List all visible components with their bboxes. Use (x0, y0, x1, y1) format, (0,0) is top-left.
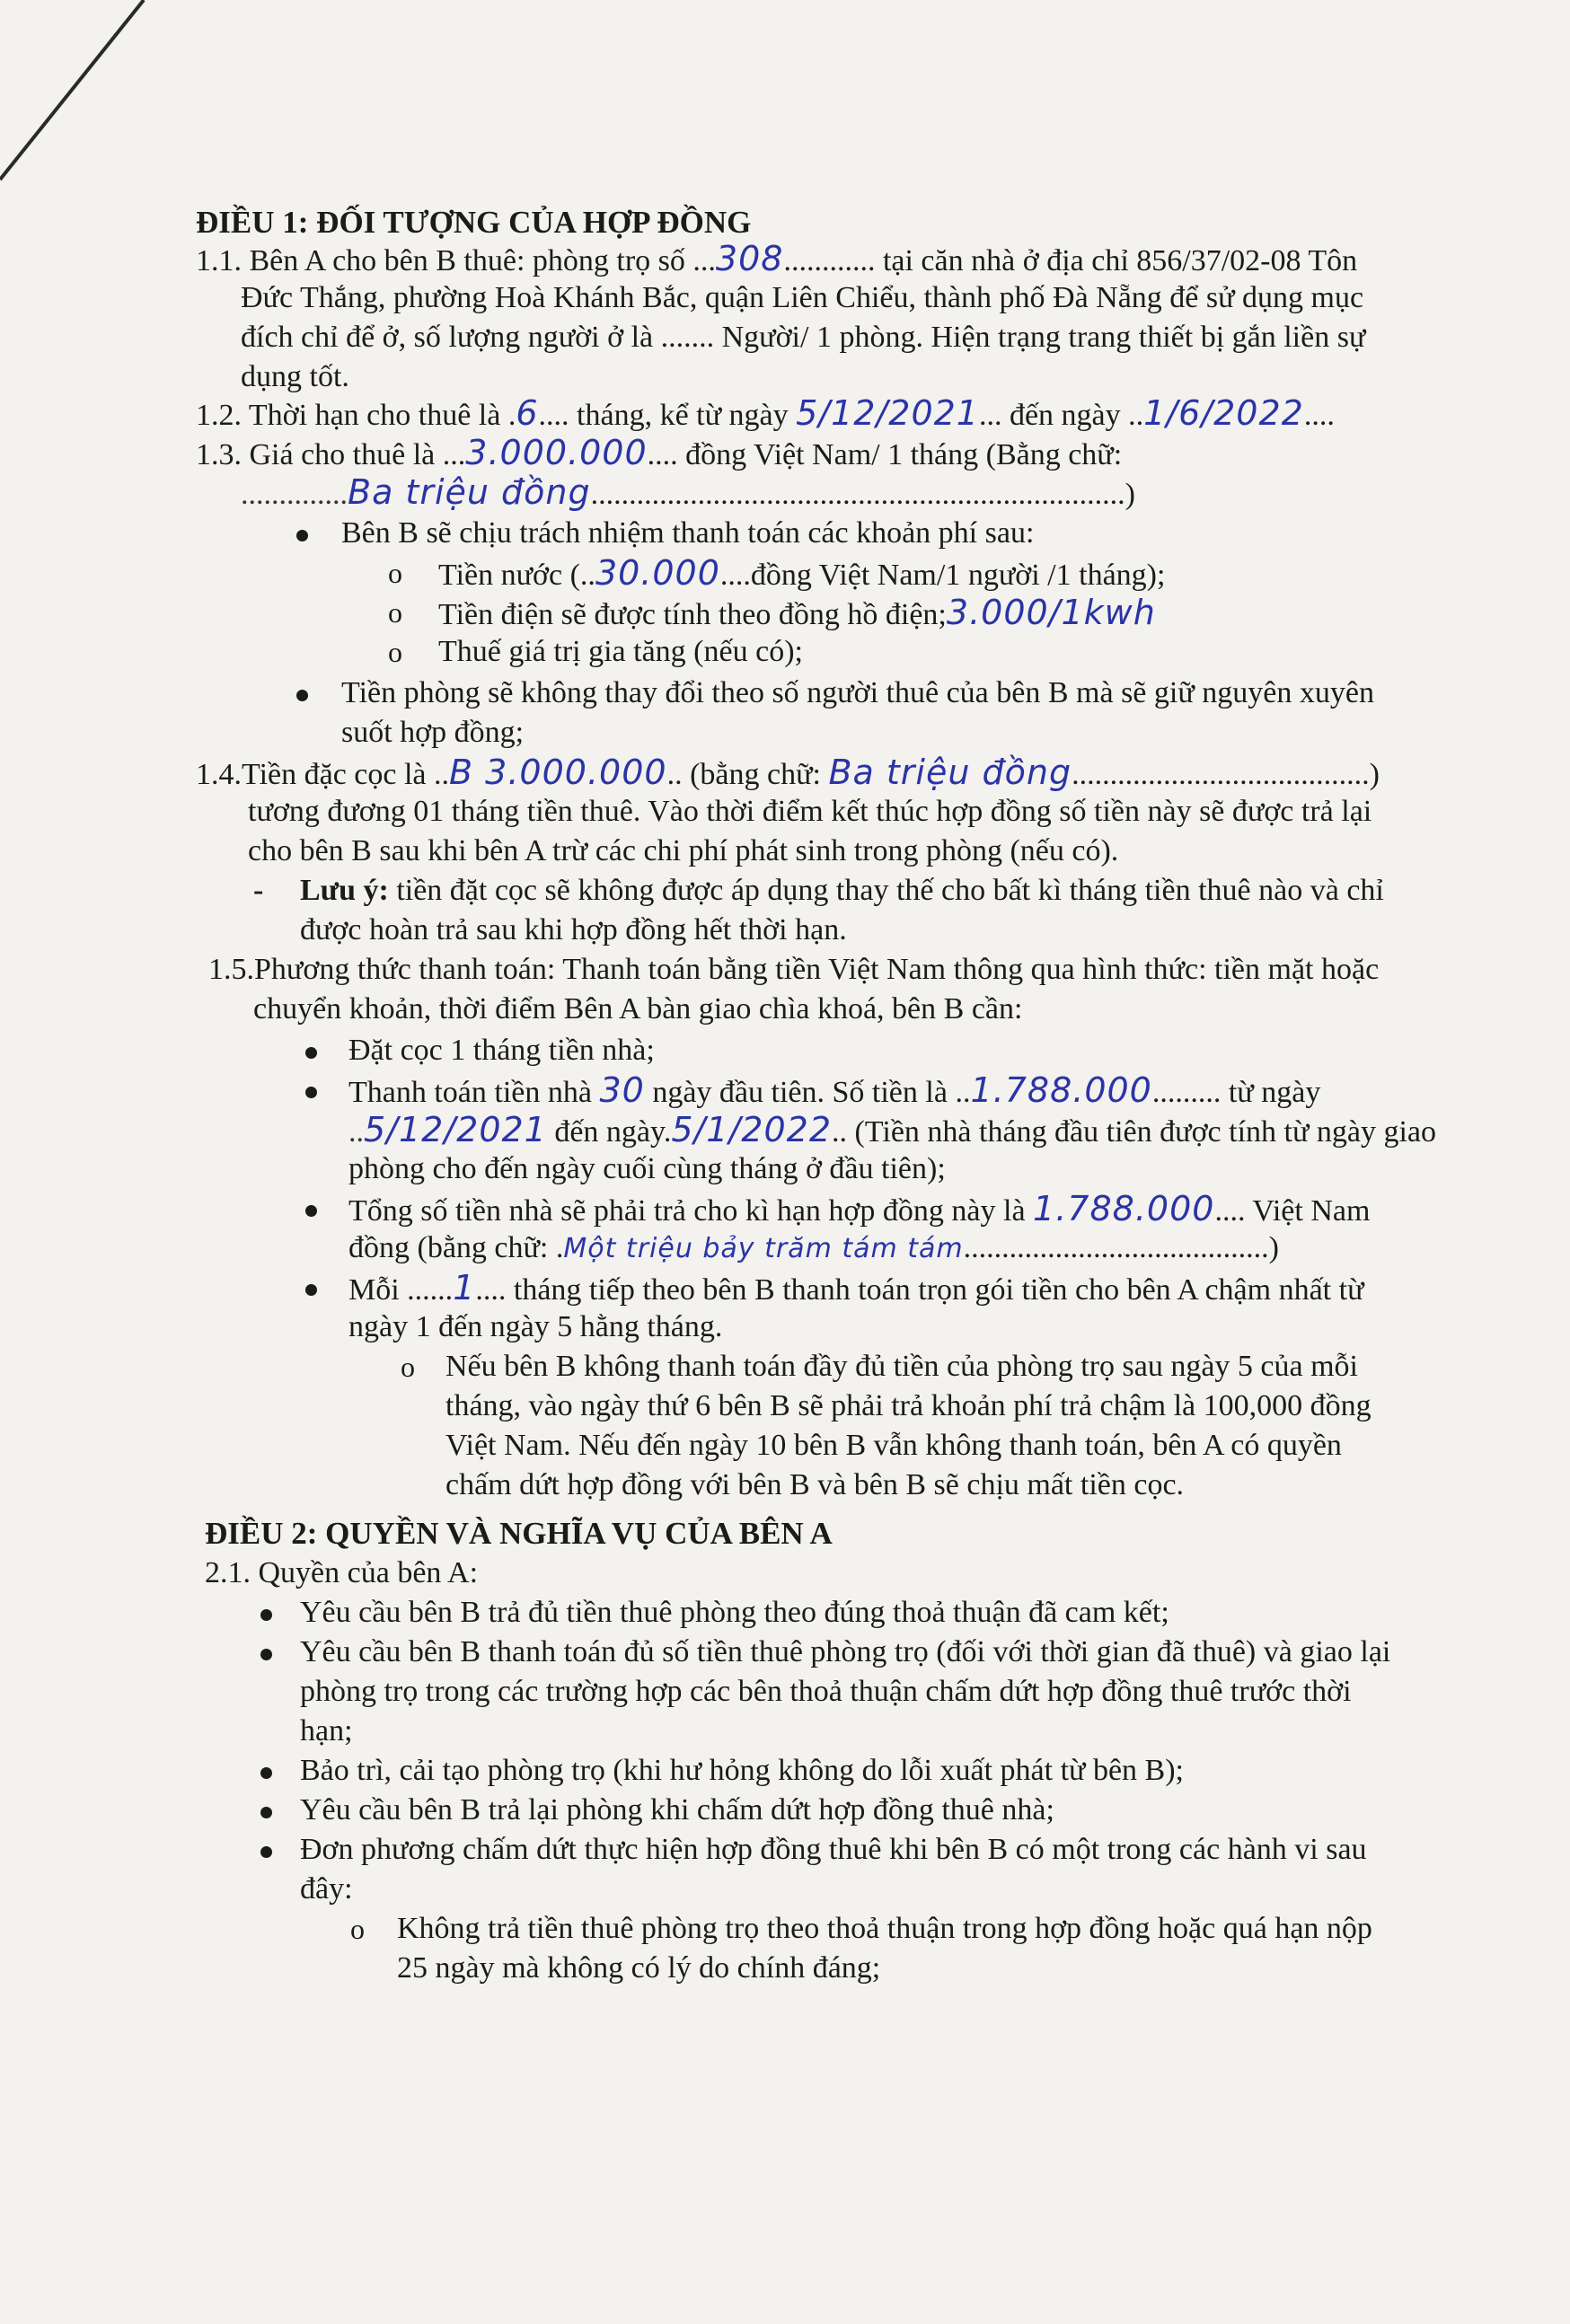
payment-deposit: Đặt cọc 1 tháng tiền nhà; (348, 1034, 655, 1067)
sub-bullet: o (388, 636, 402, 668)
termination-reason-line-1: Không trả tiền thuê phòng trọ theo thoả thuận trong hợp đồng hoặc quá hạn nộp (397, 1912, 1372, 1945)
clause-1-4-line-3: cho bên B sau khi bên A trừ các chi phí phát sinh trong phòng (nếu có). (248, 834, 1119, 867)
handwritten-months: 6 (516, 393, 539, 433)
right-4: Yêu cầu bên B trả lại phòng khi chấm dứt hợp đồng thuê nhà; (300, 1793, 1054, 1827)
sub-bullet: o (388, 557, 402, 589)
termination-reason-line-2: 25 ngày mà không có lý do chính đáng; (397, 1951, 881, 1985)
clause-1-3-line-1: 1.3. Giá cho thuê là ...3.000.000.... đồng Việt Nam/ 1 tháng (Bằng chữ: (196, 433, 1123, 472)
handwritten-total-amount: 1.788.000 (1033, 1189, 1215, 1228)
right-5-line-2: đây: (300, 1872, 353, 1906)
total-payment-line-2: đồng (bằng chữ: .Một triệu bảy trăm tám tám........................................) (348, 1231, 1279, 1264)
rent-unchanged-line-1: Tiền phòng sẽ không thay đổi theo số người thuê của bên B mà sẽ giữ nguyên xuyên (341, 676, 1374, 709)
sub-bullet: o (401, 1351, 415, 1383)
bullet (260, 1846, 272, 1858)
vat-fee: Thuế giá trị gia tăng (nếu có); (438, 635, 803, 668)
dash-bullet: - (253, 874, 264, 907)
deposit-note-line-1: Lưu ý: tiền đặt cọc sẽ không được áp dụng thay thế cho bất kì tháng tiền thuê nào và chỉ (300, 874, 1384, 907)
handwritten-month-count: 1 (453, 1268, 476, 1307)
handwritten-room-number: 308 (715, 239, 784, 278)
water-fee: Tiền nước (..30.000....đồng Việt Nam/1 người /1 tháng); (438, 553, 1166, 593)
handwritten-total-words: Một triệu bảy trăm tám tám (563, 1233, 964, 1264)
electricity-fee: Tiền điện sẽ được tính theo đồng hồ điện;3.000/1kwh (438, 593, 1156, 632)
clause-1-2: 1.2. Thời hạn cho thuê là .6.... tháng, kể từ ngày 5/12/2021... đến ngày ..1/6/2022.... (196, 393, 1335, 433)
clause-1-4-line-2: tương đương 01 tháng tiền thuê. Vào thời điểm kết thúc hợp đồng số tiền này sẽ được trả lại (248, 795, 1372, 828)
clause-2-1: 2.1. Quyền của bên A: (205, 1556, 479, 1589)
article-2-title: ĐIỀU 2: QUYỀN VÀ NGHĨA VỤ CỦA BÊN A (205, 1516, 833, 1551)
monthly-payment-line-2: ngày 1 đến ngày 5 hằng tháng. (348, 1310, 723, 1343)
clause-1-1-line-2: Đức Thắng, phường Hoà Khánh Bắc, quận Liên Chiểu, thành phố Đà Nẵng để sử dụng mục (241, 281, 1364, 314)
first-payment-line-3: phòng cho đến ngày cuối cùng tháng ở đầu tiên); (348, 1152, 946, 1185)
handwritten-first-days: 30 (599, 1070, 645, 1110)
clause-1-3-line-2: ..............Ba triệu đồng......................................................................) (241, 472, 1135, 512)
clause-1-5-line-2: chuyển khoản, thời điểm Bên A bàn giao chìa khoá, bên B cần: (253, 992, 1023, 1026)
handwritten-rent-words: Ba triệu đồng (348, 472, 591, 512)
deposit-note-line-2: được hoàn trả sau khi hợp đồng hết thời hạn. (300, 913, 847, 946)
bullet (260, 1609, 272, 1621)
bullet (305, 1205, 317, 1217)
sub-bullet: o (350, 1913, 365, 1945)
bullet (296, 690, 308, 701)
handwritten-water-fee: 30.000 (595, 553, 720, 593)
right-3: Bảo trì, cải tạo phòng trọ (khi hư hỏng không do lỗi xuất phát từ bên B); (300, 1754, 1184, 1787)
late-fee-line-2: tháng, vào ngày thứ 6 bên B sẽ phải trả khoản phí trả chậm là 100,000 đồng (445, 1389, 1372, 1422)
clause-1-5-line-1: 1.5.Phương thức thanh toán: Thanh toán bằng tiền Việt Nam thông qua hình thức: tiền mặt hoặc (208, 953, 1380, 986)
late-fee-line-4: chấm dứt hợp đồng với bên B và bên B sẽ chịu mất tiền cọc. (445, 1468, 1185, 1501)
clause-1-1-line-4: dụng tốt. (241, 360, 349, 393)
late-fee-line-1: Nếu bên B không thanh toán đầy đủ tiền của phòng trọ sau ngày 5 của mỗi (445, 1350, 1358, 1383)
first-payment-line-2: ..5/12/2021 đến ngày.5/1/2022.. (Tiền nhà tháng đầu tiên được tính từ ngày giao (348, 1110, 1437, 1149)
bullet (305, 1047, 317, 1059)
first-payment-line-1: Thanh toán tiền nhà 30 ngày đầu tiên. Số tiền là ..1.788.000......... từ ngày (348, 1070, 1321, 1110)
bullet (260, 1649, 272, 1660)
bullet (305, 1087, 317, 1098)
monthly-payment-line-1: Mỗi ......1.... tháng tiếp theo bên B thanh toán trọn gói tiền cho bên A chậm nhất từ (348, 1268, 1364, 1307)
handwritten-start-date: 5/12/2021 (796, 393, 979, 433)
bullet (260, 1807, 272, 1818)
handwritten-deposit-words: Ba triệu đồng (828, 753, 1072, 792)
article-1-title: ĐIỀU 1: ĐỐI TƯỢNG CỦA HỢP ĐỒNG (196, 205, 752, 240)
late-fee-line-3: Việt Nam. Nếu đến ngày 10 bên B vẫn không thanh toán, bên A có quyền (445, 1429, 1342, 1462)
bullet (260, 1767, 272, 1779)
clause-1-1-line-3: đích chỉ để ở, số lượng người ở là ....... Người/ 1 phòng. Hiện trạng trang thiết bị gắn liền sự (241, 321, 1366, 354)
handwritten-first-to: 5/1/2022 (671, 1110, 832, 1149)
handwritten-first-amount: 1.788.000 (970, 1070, 1152, 1110)
fee-responsibility: Bên B sẽ chịu trách nhiệm thanh toán các khoản phí sau: (341, 516, 1035, 550)
right-2-line-1: Yêu cầu bên B thanh toán đủ số tiền thuê phòng trọ (đối với thời gian đã thuê) và giao lại (300, 1635, 1391, 1668)
right-2-line-3: hạn; (300, 1714, 353, 1747)
handwritten-deposit-amount: B 3.000.000 (449, 753, 667, 792)
right-2-line-2: phòng trọ trong các trường hợp các bên thoả thuận chấm dứt hợp đồng thuê trước thời (300, 1675, 1352, 1708)
handwritten-rent-price: 3.000.000 (465, 433, 648, 472)
right-1: Yêu cầu bên B trả đủ tiền thuê phòng theo đúng thoả thuận đã cam kết; (300, 1596, 1169, 1629)
bullet (305, 1284, 317, 1296)
scan-edge-line (0, 0, 198, 198)
right-5-line-1: Đơn phương chấm dứt thực hiện hợp đồng thuê khi bên B có một trong các hành vi sau (300, 1833, 1367, 1866)
handwritten-electricity-rate: 3.000/1kwh (946, 593, 1156, 632)
rent-unchanged-line-2: suốt hợp đồng; (341, 716, 525, 749)
clause-1-4-line-1: 1.4.Tiền đặc cọc là ..B 3.000.000.. (bằng chữ: Ba triệu đồng.......................................) (196, 753, 1380, 792)
handwritten-end-date: 1/6/2022 (1143, 393, 1304, 433)
handwritten-first-from: 5/12/2021 (364, 1110, 547, 1149)
clause-1-1-line-1: 1.1. Bên A cho bên B thuê: phòng trọ số ...308............ tại căn nhà ở địa chỉ 856/37/02-08 Tôn (196, 239, 1358, 278)
total-payment-line-1: Tổng số tiền nhà sẽ phải trả cho kì hạn hợp đồng này là 1.788.000.... Việt Nam (348, 1189, 1371, 1228)
bullet (296, 530, 308, 541)
sub-bullet: o (388, 596, 402, 629)
